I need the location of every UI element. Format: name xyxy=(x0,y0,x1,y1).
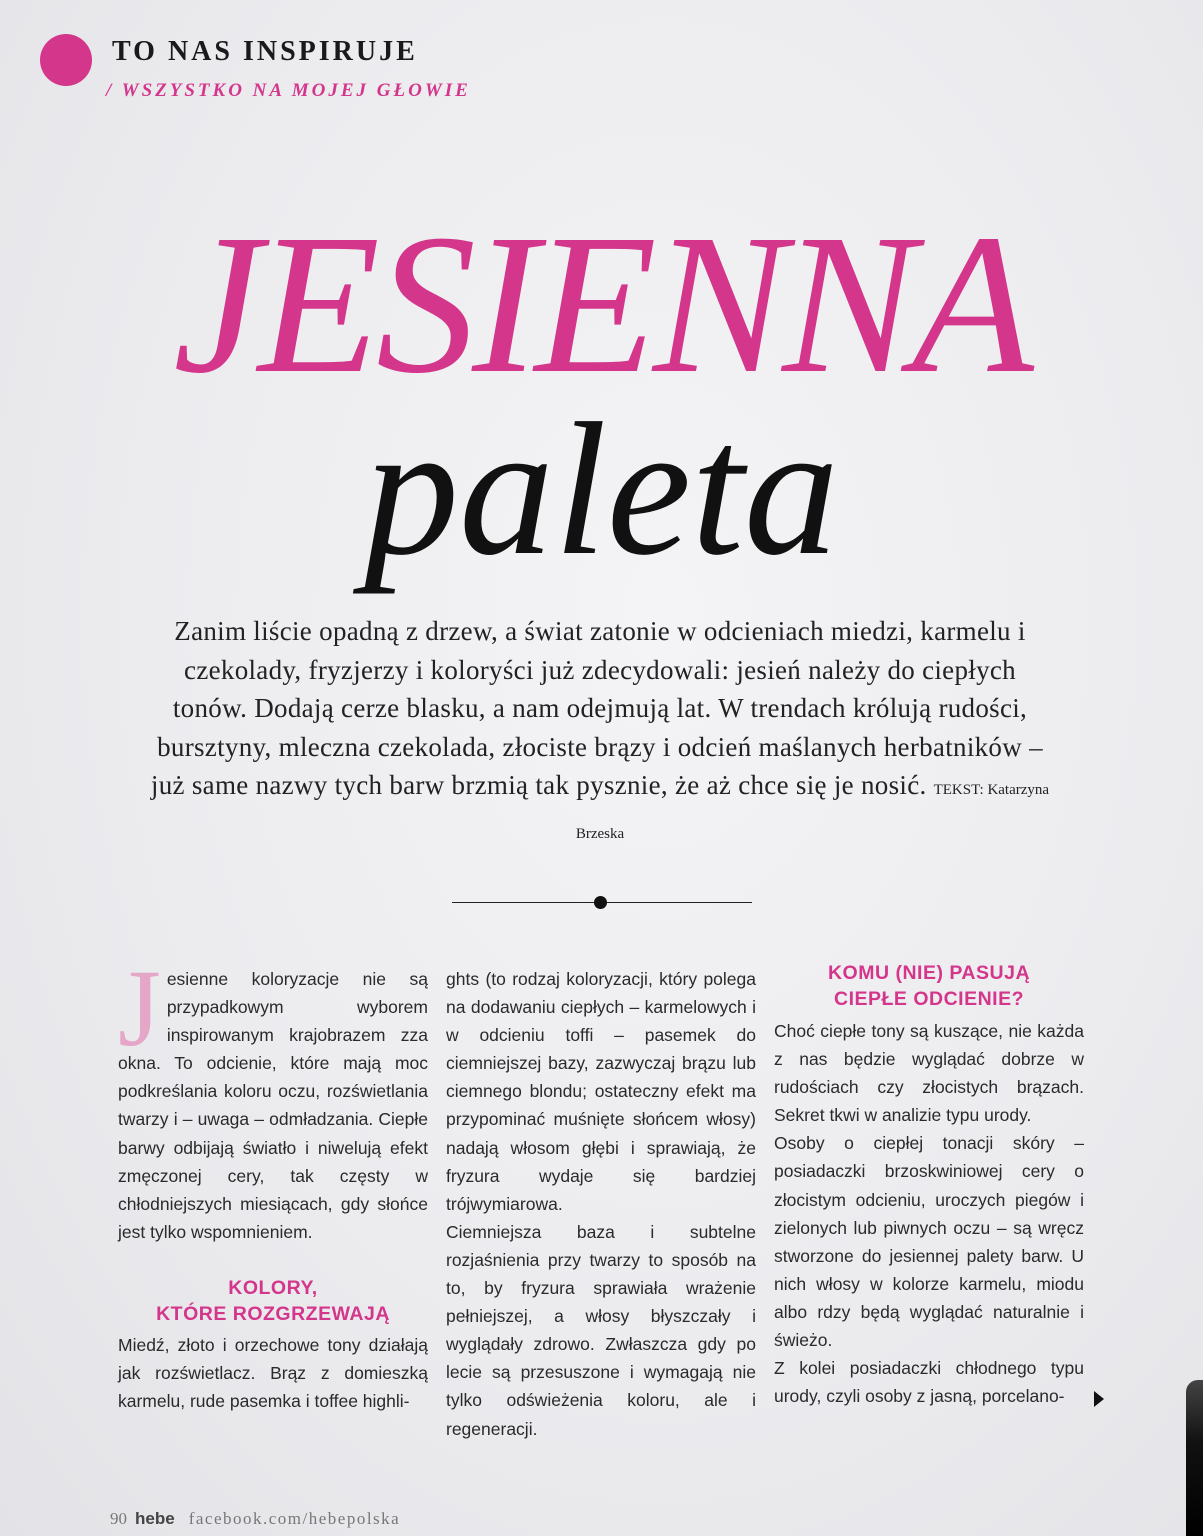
column-3-paragraph-3: Z kolei posiadaczki chłodnego typu urody, czyli osoby z jasną, porcelano- xyxy=(774,1358,1084,1407)
column-1-text-1: esienne koloryzacje nie są przypadkowym wyborem inspirowanym krajobrazem zza okna. To odcienie, które mają moc podkreślania koloru oczu, rozświetlania twarzy i – uwaga – odmładzania. Ciepłe barwy odbijają światło i niwelują efekt zmęczonej cery, tak częsty w chłodniejszych miesiącach, gdy słońce jest tylko wspomnieniem. xyxy=(118,969,428,1242)
divider-dot xyxy=(594,896,607,909)
column-1-paragraph-2: Miedź, złoto i orzechowe tony działają jak rozświetlacz. Brąz z domieszką karmelu, rude pasemka i toffee highli- xyxy=(118,1334,428,1412)
subheading-kolory xyxy=(118,1275,428,1327)
column-2-paragraph-1: ghts (to rodzaj koloryzacji, który polega na dodawaniu ciepłych – karmelowych i w odcieniu toffi – pasemek do ciemniejszej bazy, zazwyczaj brązu lub ciemnego blondu; ostateczny efekt ma przypominać muśnięte słońcem włosy) nadają włosom głębi i sprawiają, że fryzura wydaje się bardziej trójwymiarowa. xyxy=(446,969,756,1214)
column-1 xyxy=(118,947,428,1415)
facebook-link[interactable]: facebook.com/hebepolska xyxy=(188,1509,401,1528)
edge-shadow xyxy=(1186,1380,1203,1536)
lead-paragraph xyxy=(150,612,1050,853)
page-footer xyxy=(110,1509,400,1529)
section-kicker: TO NAS INSPIRUJE xyxy=(112,36,418,67)
column-3-paragraph-2: Osoby o ciepłej tonacji skóry – posiadaczki brzoskwiniowej cery o złocistym odcieniu, uroczych piegów i zielonych lub piwnych oczu – są wręcz stworzone do jesiennej palety barw. U nich włosy w kolorze karmelu, miodu albo rdzy będą wyglądać naturalnie i świeżo. xyxy=(774,1133,1084,1351)
subheading-komu-line-2: CIEPŁE ODCIENIE? xyxy=(833,988,1025,1010)
lead-text: Zanim liście opadną z drzew, a świat zatonie w odcieniach miedzi, karmelu i czekolady, fryzjerzy i koloryści już zdecydowali: jesień należy do ciepłych tonów. Dodają cerze blasku, a nam odejmują lat. W trendach królują rudości, bursztyny, mleczna czekolada, złociste brązy i odcień maślanych herbatników – już same nazwy tych barw brzmią tak pysznie, że aż chce się je nosić. xyxy=(150,616,1043,800)
title-line-2: paleta xyxy=(364,385,839,595)
column-1-paragraph-1 xyxy=(118,947,428,1246)
subheading-komu xyxy=(774,960,1084,1012)
subheading-kolory-line-1: KOLORY, xyxy=(228,1276,318,1299)
continue-arrow-icon xyxy=(1094,1391,1104,1407)
section-subkicker: / WSZYSTKO NA MOJEJ GŁOWIE xyxy=(106,80,471,101)
column-2-paragraph-2: Ciemniejsza baza i subtelne rozjaśnienia przy twarzy to sposób na to, by fryzura sprawiała wrażenie pełniejszej, a włosy błyszczały i wyglądały zdrowo. Zwłaszcza gdy po lecie są przesuszone i wymagają nie tylko odświeżenia koloru, ale i regeneracji. xyxy=(446,1221,756,1439)
title-line-1: JESIENNA xyxy=(173,194,1030,415)
drop-cap: J xyxy=(118,947,161,1069)
column-3-paragraph-1: Choć ciepłe tony są kuszące, nie każda z nas będzie wyglądać dobrze w rudościach czy złocistych brązach. Sekret tkwi w analizie typu urody. xyxy=(774,1021,1084,1126)
subheading-kolory-line-2: KTÓRE ROZGRZEWAJĄ xyxy=(156,1302,390,1325)
author-credit: TEKST: Katarzyna Brzeska xyxy=(575,782,1050,842)
brand-logo: hebe xyxy=(135,1509,175,1528)
section-dot xyxy=(40,34,92,86)
subheading-komu-line-1: KOMU (NIE) PASUJĄ xyxy=(827,962,1031,984)
column-3 xyxy=(774,960,1084,1410)
page-number: 90 xyxy=(110,1509,127,1528)
column-2 xyxy=(446,965,756,1443)
